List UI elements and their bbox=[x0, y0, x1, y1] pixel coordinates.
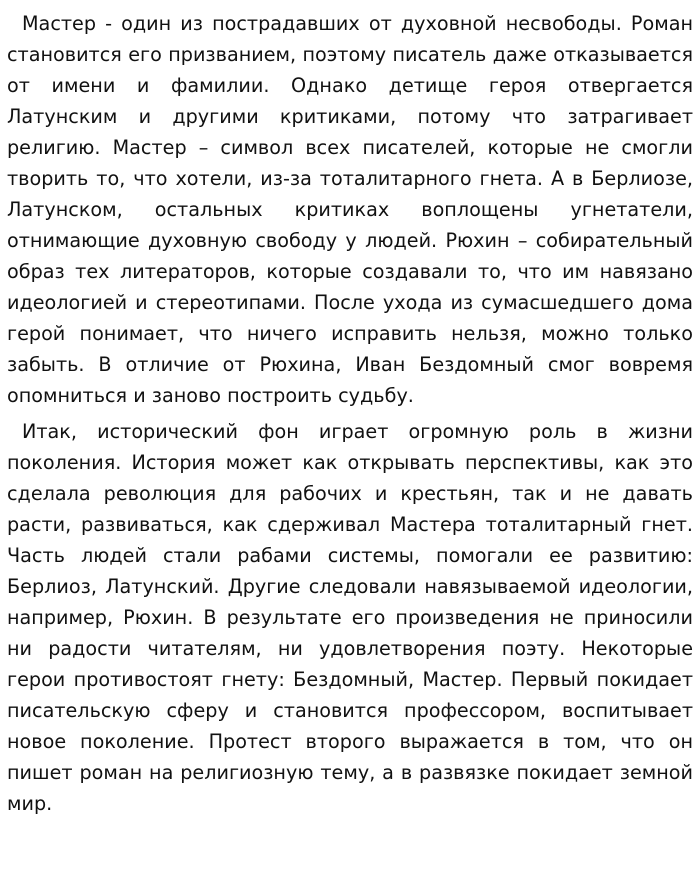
paragraph-2: Итак, исторический фон играет огромную роль в жизни поколения. История может как открывать перспективы, как это сделала революция для рабочих и крестьян, так и не давать расти, развиваться, как сдерживал Мастера тоталитарный гнет. Часть людей стали рабами системы, помогали ее развитию: Берлиоз, Латунский. Другие следовали навязываемой идеологии, например, Рюхин. В результате его произведения не приносили ни радости читателям, ни удовлетворения поэту. Некоторые герои противостоят гнету: Бездомный, Мастер. Первый покидает писательскую сферу и становится профессором, воспитывает новое поколение. Протест второго выражается в том, что он пишет роман на религиозную тему, а в развязке покидает земной мир. bbox=[7, 420, 693, 815]
paragraph-1: Мастер - один из пострадавших от духовной несвободы. Роман становится его призванием, поэтому писатель даже отказывается от имени и фамилии. Однако детище героя отвергается Латунским и другими критиками, потому что затрагивает религию. Мастер – символ всех писателей, которые не смогли творить то, что хотели, из-за тоталитарного гнета. А в Берлиозе, Латунском, остальных критиках воплощены угнетатели, отнимающие духовную свободу у людей. Рюхин – собирательный образ тех литераторов, которые создавали то, что им навязано идеологией и стереотипами. После ухода из сумасшедшего дома герой понимает, что ничего исправить нельзя, можно только забыть. В отличие от Рюхина, Иван Бездомный смог вовремя опомниться и заново построить судьбу. bbox=[7, 12, 693, 407]
document-page bbox=[7, 8, 693, 819]
